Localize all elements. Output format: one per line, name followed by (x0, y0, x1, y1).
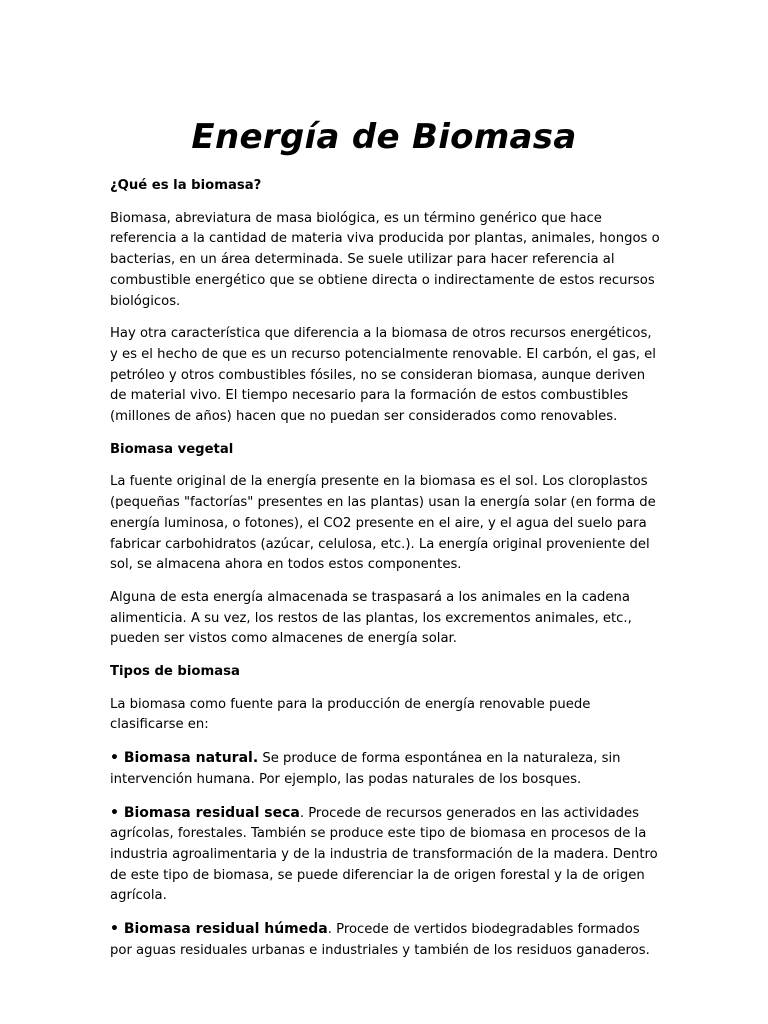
list-item-text: . Procede de recursos generados en las actividades agrícolas, forestales. También se produce este tipo de biomasa en procesos de la industria agroalimentaria y de la industria de transformación de la madera. Dentro de este tipo de biomasa, se puede diferenciar la de origen forestal y la de origen agrícola. (110, 805, 658, 904)
list-item-biomasa-residual-humeda (110, 919, 662, 961)
paragraph-definicion: Biomasa, abreviatura de masa biológica, es un término genérico que hace referencia a la cantidad de materia viva producida por plantas, animales, hongos o bacterias, en un área determinada. Se suele utilizar para hacer referencia al combustible energético que se obtiene directa o indirectamente de estos recursos biológicos. (110, 210, 660, 309)
list-item-text: . Procede de vertidos biodegradables formados por aguas residuales urbanas e industriales y también de los residuos ganaderos. (110, 922, 650, 958)
paragraph-clasificacion: La biomasa como fuente para la producción de energía renovable puede clasificarse en: (110, 696, 591, 733)
document-title: Energía de Biomasa (191, 117, 577, 157)
paragraph-renovable: Hay otra característica que diferencia a la biomasa de otros recursos energéticos, y es el hecho de que es un recurso potencialmente renovable. El carbón, el gas, el petróleo y otros combustibles fósiles, no se consideran biomasa, aunque deriven de material vivo. El tiempo necesario para la formación de estos combustibles (millones de años) hacen que no puedan ser considerados como renovables. (110, 326, 656, 425)
document-body (110, 176, 662, 974)
paragraph-fuente-original: La fuente original de la energía presente en la biomasa es el sol. Los cloroplastos (pequeñas "factorías" presentes en las plantas) usan la energía solar (en forma de energía luminosa, o fotones), el CO2 presente en el aire, y el agua del suelo para fabricar carbohidratos (azúcar, celulosa, etc.). La energía original proveniente del sol, se almacena ahora en todos estos componentes. (110, 474, 656, 573)
paragraph-cadena-alimenticia: Alguna de esta energía almacenada se traspasará a los animales en la cadena alimenticia. A su vez, los restos de las plantas, los excrementos animales, etc., pueden ser vistos como almacenes de energía solar. (110, 589, 632, 647)
section-heading-tipos: Tipos de biomasa (110, 664, 240, 680)
section-heading-biomasa-vegetal: Biomasa vegetal (110, 441, 234, 457)
list-item-biomasa-natural (110, 748, 662, 790)
list-item-biomasa-residual-seca (110, 803, 662, 908)
list-item-lead: • Biomasa residual seca (110, 804, 300, 821)
list-item-text: Se produce de forma espontánea en la naturaleza, sin intervención humana. Por ejemplo, las podas naturales de los bosques. (110, 751, 621, 787)
list-item-lead: • Biomasa residual húmeda (110, 921, 328, 938)
section-heading-que-es: ¿Qué es la biomasa? (110, 178, 262, 193)
list-item-lead: • Biomasa natural. (110, 750, 259, 767)
